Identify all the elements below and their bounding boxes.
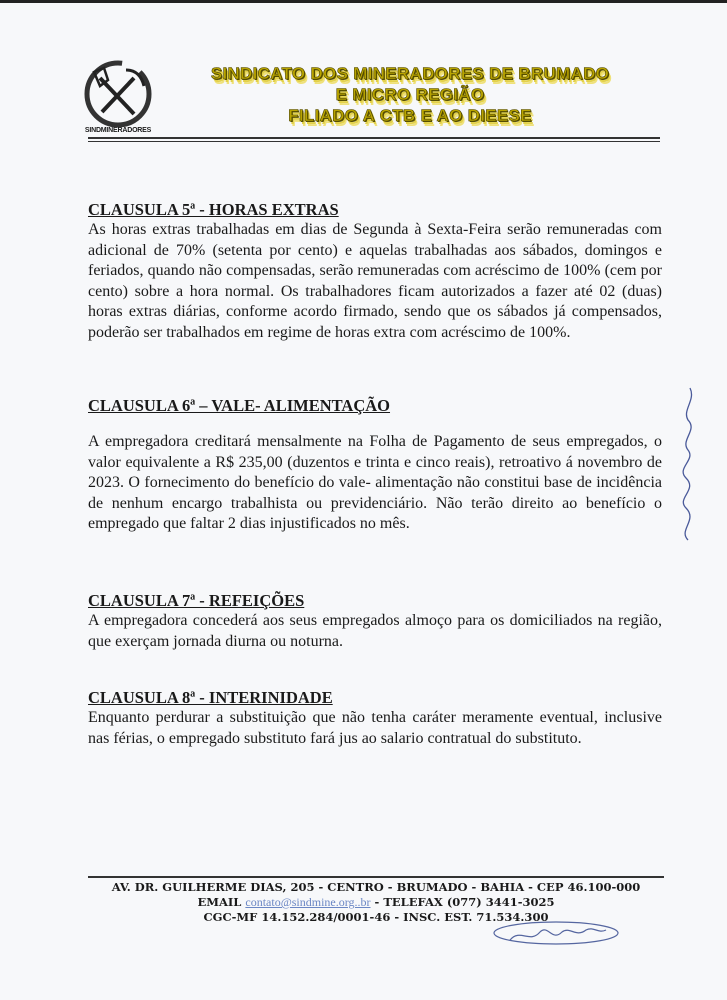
footer-rule xyxy=(88,876,664,878)
clause-title: CLAUSULA 5ª - HORAS EXTRAS xyxy=(88,200,339,219)
email-label: EMAIL xyxy=(197,895,242,909)
clause-text: A empregadora concederá aos seus empregados almoço para os domiciliados na região, que exerçam jornada diurna ou noturna. xyxy=(88,612,662,650)
letterhead-title-line-2: E MICRO REGIÃO xyxy=(335,85,485,104)
footer-registry: CGC-MF 14.152.284/0001-46 - INSC. EST. 71.534.300 xyxy=(203,910,549,924)
scan-edge-line xyxy=(0,0,727,3)
header-rule-thin xyxy=(88,141,660,142)
clause-text: As horas extras trabalhadas em dias de Segunda à Sexta-Feira serão remuneradas com adicional de 70% (setenta por cento) e aquelas trabalhadas aos sábados, domingos e feriados, quando não compensadas, serão remuneradas com acréscimo de 100% (cem por cento) sobre a hora normal. Os trabalhadores ficam autorizados a fazer até 02 (duas) horas extras diárias, conforme acordo firmado, sendo que os sábados já compensados, poderão ser trabalhados em regime de horas extra com acréscimo de 100%. xyxy=(88,221,662,341)
letterhead-title-line-3: FILIADO A CTB E AO DIEESE xyxy=(288,106,532,125)
header-rule xyxy=(88,137,660,139)
clause-title: CLAUSULA 8ª - INTERINIDADE xyxy=(88,688,333,707)
footer-address: AV. DR. GUILHERME DIAS, 205 - CENTRO - BRUMADO - BAHIA - CEP 46.100-000 xyxy=(111,880,641,894)
clause-7 xyxy=(88,591,662,652)
signature-icon xyxy=(490,918,625,953)
handwritten-margin-note-icon xyxy=(668,380,708,545)
pickaxe-shovel-logo-icon xyxy=(82,58,154,130)
phone: - TELEFAX (077) 3441-3025 xyxy=(374,895,555,909)
clause-title: CLAUSULA 7ª - REFEIÇÕES xyxy=(88,591,305,610)
letterhead-title-line-1: SINDICATO DOS MINERADORES DE BRUMADO xyxy=(210,64,610,83)
clause-text: Enquanto perdurar a substituição que não tenha caráter meramente eventual, inclusive nas férias, o empregado substituto fará jus ao salario contratual do substituto. xyxy=(88,709,662,747)
clause-5 xyxy=(88,200,662,344)
clause-6 xyxy=(88,396,662,535)
clause-text: A empregadora creditará mensalmente na Folha de Pagamento de seus empregados, o valor equivalente a R$ 235,00 (duzentos e trinta e cinco reais), retroativo á novembro de 2023. O fornecimento do benefício do vale- alimentação não constitui base de incidência de nenhum encargo trabalhista ou previdenciário. Não terão direito ao benefício o empregado que faltar 2 dias injustificados no mês. xyxy=(88,433,662,533)
footer-contact xyxy=(88,895,664,910)
clause-8 xyxy=(88,688,662,749)
logo-caption: SINDMINERADORES xyxy=(84,127,152,134)
clause-title: CLAUSULA 6ª – VALE- ALIMENTAÇÃO xyxy=(88,396,391,415)
email-link[interactable]: contato@sindmine.org..br xyxy=(245,895,371,909)
